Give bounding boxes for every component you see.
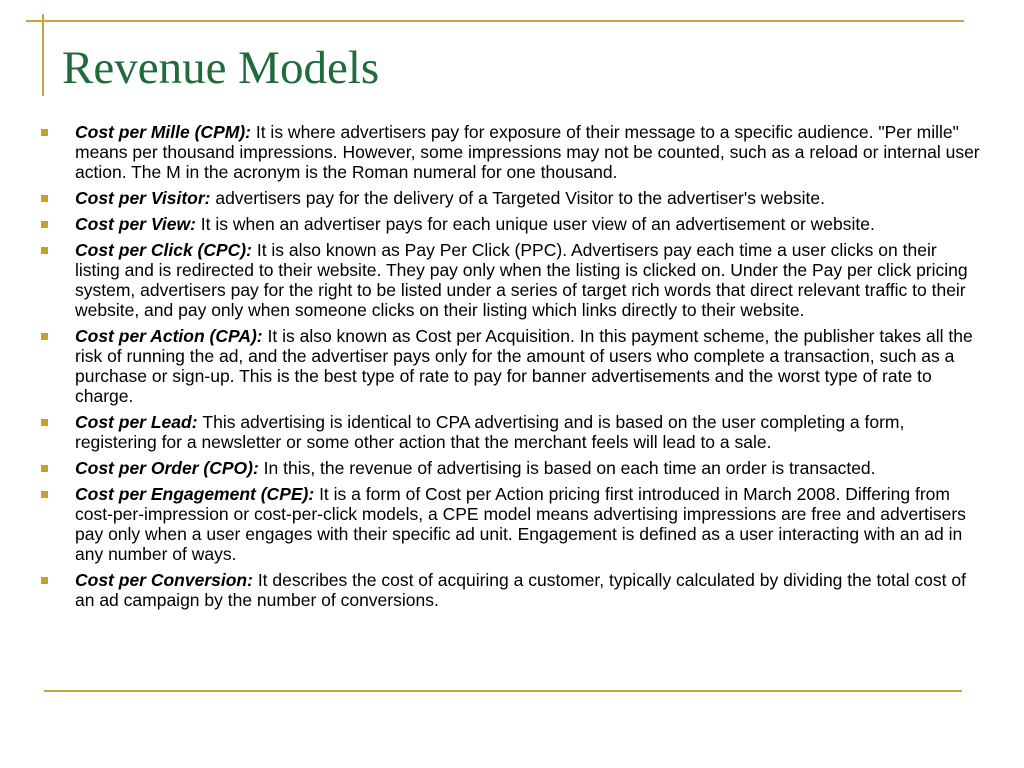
bullet-term: Cost per Order (CPO): — [75, 458, 264, 478]
bullet-text: It is also known as Cost per Acquisition. In this payment scheme, the publisher takes all the risk of running the ad, and the advertiser pays only for the amount of users who complete a transaction, such as a purchase or sign-up. This is the best type of rate to pay for banner advertisements and the worst type of rate to charge. — [75, 326, 973, 406]
bullet-text: It is a form of Cost per Action pricing first introduced in March 2008. Differing from cost-per-impression or cost-per-click models, a CPE model means advertising impressions are free and advertisers pay only when a user engages with their specific ad unit. Engagement is defined as a user interacting with an ad in any number of ways. — [75, 484, 966, 564]
bullet-text: It is when an advertiser pays for each unique user view of an advertisement or website. — [200, 214, 875, 234]
square-bullet-icon — [41, 419, 48, 426]
bullet-term: Cost per Click (CPC): — [75, 240, 257, 260]
bullet-item-cost-per-visitor — [40, 188, 980, 208]
square-bullet-icon — [41, 129, 48, 136]
bullet-list — [40, 122, 980, 616]
bullet-text: It describes the cost of acquiring a customer, typically calculated by dividing the total cost of an ad campaign by the number of conversions. — [75, 570, 966, 610]
square-bullet-icon — [41, 247, 48, 254]
bullet-item-cpm — [40, 122, 980, 182]
bullet-item-cost-per-lead — [40, 412, 980, 452]
square-bullet-icon — [41, 491, 48, 498]
bullet-text: It is also known as Pay Per Click (PPC). Advertisers pay each time a user clicks on their listing and is redirected to their website. They pay only when the listing is clicked on. Under the Pay per click pricing system, advertisers pay for the right to be listed under a series of target rich words that direct relevant traffic to their website, and pay only when someone clicks on their listing which links directly to their website. — [75, 240, 968, 320]
bullet-text: In this, the revenue of advertising is based on each time an order is transacted. — [263, 458, 876, 478]
bullet-term: Cost per Lead: — [75, 412, 203, 432]
bullet-text: It is where advertisers pay for exposure of their message to a specific audience. "Per mille" means per thousand impressions. However, some impressions may not be counted, such as a reload or internal user action. The M in the acronym is the Roman numeral for one thousand. — [75, 122, 980, 182]
bullet-term: Cost per Visitor: — [75, 188, 216, 208]
square-bullet-icon — [41, 577, 48, 584]
top-accent-rule — [26, 20, 964, 22]
bullet-term: Cost per Engagement (CPE): — [75, 484, 320, 504]
bullet-item-cost-per-conversion — [40, 570, 980, 610]
bullet-text: This advertising is identical to CPA advertising and is based on the user completing a form, registering for a newsletter or some other action that the merchant feels will lead to a sale. — [75, 412, 905, 452]
bullet-item-cpe — [40, 484, 980, 564]
square-bullet-icon — [41, 465, 48, 472]
square-bullet-icon — [41, 333, 48, 340]
bullet-item-cpo — [40, 458, 980, 478]
bullet-item-cpa — [40, 326, 980, 406]
bullet-text: advertisers pay for the delivery of a Targeted Visitor to the advertiser's website. — [215, 188, 826, 208]
footer-accent-rule — [44, 690, 962, 692]
slide-title: Revenue Models — [62, 42, 380, 94]
bullet-item-cpc — [40, 240, 980, 320]
square-bullet-icon — [41, 221, 48, 228]
bullet-term: Cost per View: — [75, 214, 201, 234]
bullet-item-cost-per-view — [40, 214, 980, 234]
left-accent-rule — [42, 14, 44, 96]
bullet-term: Cost per Action (CPA): — [75, 326, 268, 346]
bullet-term: Cost per Mille (CPM): — [75, 122, 256, 142]
bullet-term: Cost per Conversion: — [75, 570, 258, 590]
square-bullet-icon — [41, 195, 48, 202]
